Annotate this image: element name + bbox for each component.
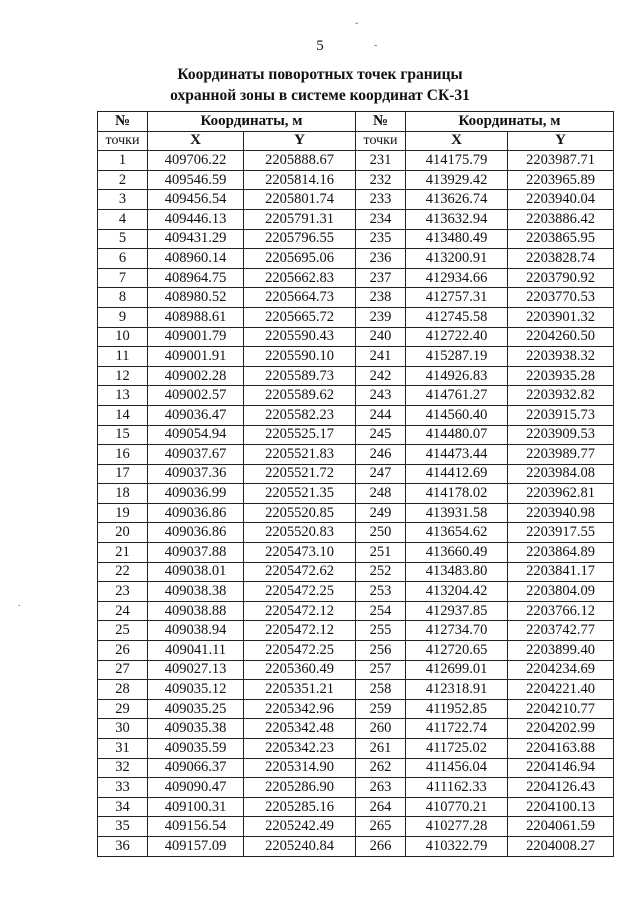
y-coordinate-cell: 2205285.16 xyxy=(244,797,356,817)
point-number-cell: 240 xyxy=(356,327,406,347)
x-coordinate-cell: 409038.94 xyxy=(148,621,244,641)
x-coordinate-cell: 413632.94 xyxy=(406,209,508,229)
point-number-cell: 6 xyxy=(98,249,148,269)
y-coordinate-cell: 2205662.83 xyxy=(244,268,356,288)
table-row xyxy=(98,307,614,327)
y-coordinate-cell: 2205791.31 xyxy=(244,209,356,229)
y-coordinate-cell: 2205664.73 xyxy=(244,288,356,308)
y-coordinate-cell: 2203742.77 xyxy=(508,621,614,641)
scan-speck: . xyxy=(18,598,21,609)
y-coordinate-cell: 2205582.23 xyxy=(244,405,356,425)
y-coordinate-cell: 2205472.12 xyxy=(244,601,356,621)
header-no-left: № xyxy=(98,112,148,132)
y-coordinate-cell: 2203804.09 xyxy=(508,582,614,602)
point-number-cell: 26 xyxy=(98,641,148,661)
title-line-1: Координаты поворотных точек границы xyxy=(177,66,463,83)
y-coordinate-cell: 2205521.72 xyxy=(244,464,356,484)
y-coordinate-cell: 2203790.92 xyxy=(508,268,614,288)
table-row xyxy=(98,778,614,798)
x-coordinate-cell: 413204.42 xyxy=(406,582,508,602)
x-coordinate-cell: 414473.44 xyxy=(406,445,508,465)
x-coordinate-cell: 410770.21 xyxy=(406,797,508,817)
x-coordinate-cell: 414178.02 xyxy=(406,484,508,504)
x-coordinate-cell: 409546.59 xyxy=(148,170,244,190)
point-number-cell: 16 xyxy=(98,445,148,465)
y-coordinate-cell: 2205521.35 xyxy=(244,484,356,504)
x-coordinate-cell: 409002.57 xyxy=(148,386,244,406)
x-coordinate-cell: 414412.69 xyxy=(406,464,508,484)
x-coordinate-cell: 409036.47 xyxy=(148,405,244,425)
y-coordinate-cell: 2205314.90 xyxy=(244,758,356,778)
y-coordinate-cell: 2205342.48 xyxy=(244,719,356,739)
point-number-cell: 244 xyxy=(356,405,406,425)
point-number-cell: 10 xyxy=(98,327,148,347)
y-coordinate-cell: 2205342.23 xyxy=(244,739,356,759)
y-coordinate-cell: 2203984.08 xyxy=(508,464,614,484)
header-x-right: X xyxy=(406,131,508,151)
x-coordinate-cell: 411722.74 xyxy=(406,719,508,739)
point-number-cell: 34 xyxy=(98,797,148,817)
y-coordinate-cell: 2205520.85 xyxy=(244,503,356,523)
point-number-cell: 262 xyxy=(356,758,406,778)
y-coordinate-cell: 2203938.32 xyxy=(508,347,614,367)
y-coordinate-cell: 2203962.81 xyxy=(508,484,614,504)
x-coordinate-cell: 413200.91 xyxy=(406,249,508,269)
table-row xyxy=(98,190,614,210)
x-coordinate-cell: 411456.04 xyxy=(406,758,508,778)
y-coordinate-cell: 2204210.77 xyxy=(508,699,614,719)
x-coordinate-cell: 409446.13 xyxy=(148,209,244,229)
title-line-2: охранной зоны в системе координат СК-31 xyxy=(170,87,470,104)
point-number-cell: 32 xyxy=(98,758,148,778)
y-coordinate-cell: 2203770.53 xyxy=(508,288,614,308)
point-number-cell: 266 xyxy=(356,836,406,856)
x-coordinate-cell: 409066.37 xyxy=(148,758,244,778)
x-coordinate-cell: 413483.80 xyxy=(406,562,508,582)
table-row xyxy=(98,660,614,680)
y-coordinate-cell: 2205888.67 xyxy=(244,151,356,171)
point-number-cell: 7 xyxy=(98,268,148,288)
point-number-cell: 264 xyxy=(356,797,406,817)
table-row xyxy=(98,719,614,739)
point-number-cell: 17 xyxy=(98,464,148,484)
point-number-cell: 232 xyxy=(356,170,406,190)
y-coordinate-cell: 2205521.83 xyxy=(244,445,356,465)
y-coordinate-cell: 2204260.50 xyxy=(508,327,614,347)
x-coordinate-cell: 409037.36 xyxy=(148,464,244,484)
x-coordinate-cell: 409038.38 xyxy=(148,582,244,602)
y-coordinate-cell: 2205796.55 xyxy=(244,229,356,249)
point-number-cell: 28 xyxy=(98,680,148,700)
y-coordinate-cell: 2205240.84 xyxy=(244,836,356,856)
point-number-cell: 241 xyxy=(356,347,406,367)
point-number-cell: 237 xyxy=(356,268,406,288)
table-row xyxy=(98,601,614,621)
header-row-1 xyxy=(98,112,614,132)
y-coordinate-cell: 2203901.32 xyxy=(508,307,614,327)
x-coordinate-cell: 412734.70 xyxy=(406,621,508,641)
y-coordinate-cell: 2203909.53 xyxy=(508,425,614,445)
x-coordinate-cell: 408980.52 xyxy=(148,288,244,308)
y-coordinate-cell: 2203865.95 xyxy=(508,229,614,249)
table-row xyxy=(98,327,614,347)
y-coordinate-cell: 2203932.82 xyxy=(508,386,614,406)
point-number-cell: 260 xyxy=(356,719,406,739)
point-number-cell: 245 xyxy=(356,425,406,445)
point-number-cell: 8 xyxy=(98,288,148,308)
point-number-cell: 11 xyxy=(98,347,148,367)
x-coordinate-cell: 412699.01 xyxy=(406,660,508,680)
x-coordinate-cell: 409156.54 xyxy=(148,817,244,837)
point-number-cell: 242 xyxy=(356,366,406,386)
x-coordinate-cell: 414560.40 xyxy=(406,405,508,425)
header-y-right: Y xyxy=(508,131,614,151)
y-coordinate-cell: 2204221.40 xyxy=(508,680,614,700)
x-coordinate-cell: 409037.88 xyxy=(148,543,244,563)
y-coordinate-cell: 2204146.94 xyxy=(508,758,614,778)
y-coordinate-cell: 2205589.62 xyxy=(244,386,356,406)
y-coordinate-cell: 2205525.17 xyxy=(244,425,356,445)
table-row xyxy=(98,209,614,229)
scan-speck: ˇ xyxy=(355,22,359,33)
x-coordinate-cell: 411162.33 xyxy=(406,778,508,798)
x-coordinate-cell: 409036.86 xyxy=(148,503,244,523)
x-coordinate-cell: 409035.59 xyxy=(148,739,244,759)
point-number-cell: 258 xyxy=(356,680,406,700)
table-row xyxy=(98,797,614,817)
point-number-cell: 14 xyxy=(98,405,148,425)
y-coordinate-cell: 2204234.69 xyxy=(508,660,614,680)
y-coordinate-cell: 2203935.28 xyxy=(508,366,614,386)
y-coordinate-cell: 2203766.12 xyxy=(508,601,614,621)
y-coordinate-cell: 2205472.25 xyxy=(244,582,356,602)
x-coordinate-cell: 412937.85 xyxy=(406,601,508,621)
table-row xyxy=(98,366,614,386)
table-row xyxy=(98,543,614,563)
x-coordinate-cell: 408988.61 xyxy=(148,307,244,327)
table-row xyxy=(98,249,614,269)
table-row xyxy=(98,347,614,367)
x-coordinate-cell: 409456.54 xyxy=(148,190,244,210)
x-coordinate-cell: 411725.02 xyxy=(406,739,508,759)
point-number-cell: 231 xyxy=(356,151,406,171)
y-coordinate-cell: 2205590.43 xyxy=(244,327,356,347)
y-coordinate-cell: 2205342.96 xyxy=(244,699,356,719)
x-coordinate-cell: 409036.99 xyxy=(148,484,244,504)
table-row xyxy=(98,758,614,778)
y-coordinate-cell: 2204202.99 xyxy=(508,719,614,739)
point-number-cell: 27 xyxy=(98,660,148,680)
point-number-cell: 36 xyxy=(98,836,148,856)
x-coordinate-cell: 409001.79 xyxy=(148,327,244,347)
y-coordinate-cell: 2204163.88 xyxy=(508,739,614,759)
point-number-cell: 263 xyxy=(356,778,406,798)
point-number-cell: 251 xyxy=(356,543,406,563)
x-coordinate-cell: 409035.38 xyxy=(148,719,244,739)
y-coordinate-cell: 2203940.98 xyxy=(508,503,614,523)
x-coordinate-cell: 415287.19 xyxy=(406,347,508,367)
header-coords-left: Координаты, м xyxy=(148,112,356,132)
y-coordinate-cell: 2203915.73 xyxy=(508,405,614,425)
point-number-cell: 19 xyxy=(98,503,148,523)
point-number-cell: 12 xyxy=(98,366,148,386)
document-title xyxy=(0,64,640,106)
point-number-cell: 235 xyxy=(356,229,406,249)
x-coordinate-cell: 409037.67 xyxy=(148,445,244,465)
y-coordinate-cell: 2205360.49 xyxy=(244,660,356,680)
point-number-cell: 9 xyxy=(98,307,148,327)
table-row xyxy=(98,405,614,425)
y-coordinate-cell: 2203864.89 xyxy=(508,543,614,563)
x-coordinate-cell: 413480.49 xyxy=(406,229,508,249)
point-number-cell: 236 xyxy=(356,249,406,269)
point-number-cell: 254 xyxy=(356,601,406,621)
y-coordinate-cell: 2204100.13 xyxy=(508,797,614,817)
y-coordinate-cell: 2205695.06 xyxy=(244,249,356,269)
coordinates-table xyxy=(97,111,614,857)
point-number-cell: 5 xyxy=(98,229,148,249)
point-number-cell: 238 xyxy=(356,288,406,308)
header-x-left: X xyxy=(148,131,244,151)
x-coordinate-cell: 412745.58 xyxy=(406,307,508,327)
scan-speck: - xyxy=(374,40,378,51)
x-coordinate-cell: 409002.28 xyxy=(148,366,244,386)
table-row xyxy=(98,386,614,406)
y-coordinate-cell: 2204061.59 xyxy=(508,817,614,837)
table-row xyxy=(98,464,614,484)
x-coordinate-cell: 413931.58 xyxy=(406,503,508,523)
point-number-cell: 30 xyxy=(98,719,148,739)
x-coordinate-cell: 409027.13 xyxy=(148,660,244,680)
x-coordinate-cell: 414175.79 xyxy=(406,151,508,171)
header-no-right: № xyxy=(356,112,406,132)
x-coordinate-cell: 414926.83 xyxy=(406,366,508,386)
table-row xyxy=(98,484,614,504)
table-row xyxy=(98,288,614,308)
point-number-cell: 234 xyxy=(356,209,406,229)
point-number-cell: 246 xyxy=(356,445,406,465)
x-coordinate-cell: 409090.47 xyxy=(148,778,244,798)
y-coordinate-cell: 2203841.17 xyxy=(508,562,614,582)
table-row xyxy=(98,425,614,445)
y-coordinate-cell: 2205351.21 xyxy=(244,680,356,700)
table-row xyxy=(98,268,614,288)
x-coordinate-cell: 413626.74 xyxy=(406,190,508,210)
table-row xyxy=(98,151,614,171)
point-number-cell: 3 xyxy=(98,190,148,210)
x-coordinate-cell: 409035.12 xyxy=(148,680,244,700)
y-coordinate-cell: 2205665.72 xyxy=(244,307,356,327)
header-coords-right: Координаты, м xyxy=(406,112,614,132)
y-coordinate-cell: 2203917.55 xyxy=(508,523,614,543)
y-coordinate-cell: 2203987.71 xyxy=(508,151,614,171)
y-coordinate-cell: 2205242.49 xyxy=(244,817,356,837)
x-coordinate-cell: 412722.40 xyxy=(406,327,508,347)
header-row-2 xyxy=(98,131,614,151)
point-number-cell: 252 xyxy=(356,562,406,582)
table-row xyxy=(98,170,614,190)
point-number-cell: 33 xyxy=(98,778,148,798)
table-row xyxy=(98,836,614,856)
y-coordinate-cell: 2205590.10 xyxy=(244,347,356,367)
x-coordinate-cell: 408964.75 xyxy=(148,268,244,288)
x-coordinate-cell: 413654.62 xyxy=(406,523,508,543)
point-number-cell: 249 xyxy=(356,503,406,523)
y-coordinate-cell: 2204126.43 xyxy=(508,778,614,798)
point-number-cell: 257 xyxy=(356,660,406,680)
point-number-cell: 4 xyxy=(98,209,148,229)
table-row xyxy=(98,582,614,602)
table-row xyxy=(98,680,614,700)
point-number-cell: 248 xyxy=(356,484,406,504)
x-coordinate-cell: 409036.86 xyxy=(148,523,244,543)
x-coordinate-cell: 409100.31 xyxy=(148,797,244,817)
point-number-cell: 13 xyxy=(98,386,148,406)
point-number-cell: 1 xyxy=(98,151,148,171)
x-coordinate-cell: 412720.65 xyxy=(406,641,508,661)
point-number-cell: 253 xyxy=(356,582,406,602)
y-coordinate-cell: 2205814.16 xyxy=(244,170,356,190)
y-coordinate-cell: 2205472.62 xyxy=(244,562,356,582)
table-row xyxy=(98,229,614,249)
x-coordinate-cell: 409431.29 xyxy=(148,229,244,249)
header-point-left: точки xyxy=(98,131,148,151)
table-row xyxy=(98,523,614,543)
x-coordinate-cell: 412318.91 xyxy=(406,680,508,700)
page-number: 5 xyxy=(316,38,324,54)
x-coordinate-cell: 409035.25 xyxy=(148,699,244,719)
point-number-cell: 243 xyxy=(356,386,406,406)
point-number-cell: 35 xyxy=(98,817,148,837)
table-row xyxy=(98,503,614,523)
point-number-cell: 29 xyxy=(98,699,148,719)
table-row xyxy=(98,445,614,465)
table-row xyxy=(98,739,614,759)
x-coordinate-cell: 411952.85 xyxy=(406,699,508,719)
y-coordinate-cell: 2203899.40 xyxy=(508,641,614,661)
point-number-cell: 15 xyxy=(98,425,148,445)
y-coordinate-cell: 2205589.73 xyxy=(244,366,356,386)
x-coordinate-cell: 414761.27 xyxy=(406,386,508,406)
table-row xyxy=(98,699,614,719)
y-coordinate-cell: 2205520.83 xyxy=(244,523,356,543)
x-coordinate-cell: 409706.22 xyxy=(148,151,244,171)
table-row xyxy=(98,562,614,582)
y-coordinate-cell: 2203940.04 xyxy=(508,190,614,210)
x-coordinate-cell: 413929.42 xyxy=(406,170,508,190)
y-coordinate-cell: 2205472.25 xyxy=(244,641,356,661)
x-coordinate-cell: 409038.88 xyxy=(148,601,244,621)
point-number-cell: 259 xyxy=(356,699,406,719)
point-number-cell: 239 xyxy=(356,307,406,327)
y-coordinate-cell: 2205473.10 xyxy=(244,543,356,563)
x-coordinate-cell: 409041.11 xyxy=(148,641,244,661)
point-number-cell: 24 xyxy=(98,601,148,621)
table-row xyxy=(98,641,614,661)
point-number-cell: 247 xyxy=(356,464,406,484)
point-number-cell: 255 xyxy=(356,621,406,641)
point-number-cell: 250 xyxy=(356,523,406,543)
point-number-cell: 261 xyxy=(356,739,406,759)
y-coordinate-cell: 2204008.27 xyxy=(508,836,614,856)
point-number-cell: 20 xyxy=(98,523,148,543)
x-coordinate-cell: 409038.01 xyxy=(148,562,244,582)
point-number-cell: 22 xyxy=(98,562,148,582)
x-coordinate-cell: 408960.14 xyxy=(148,249,244,269)
x-coordinate-cell: 410322.79 xyxy=(406,836,508,856)
x-coordinate-cell: 409157.09 xyxy=(148,836,244,856)
point-number-cell: 2 xyxy=(98,170,148,190)
table-row xyxy=(98,621,614,641)
x-coordinate-cell: 410277.28 xyxy=(406,817,508,837)
table-row xyxy=(98,817,614,837)
point-number-cell: 18 xyxy=(98,484,148,504)
y-coordinate-cell: 2205286.90 xyxy=(244,778,356,798)
header-point-right: точки xyxy=(356,131,406,151)
point-number-cell: 25 xyxy=(98,621,148,641)
y-coordinate-cell: 2203965.89 xyxy=(508,170,614,190)
point-number-cell: 265 xyxy=(356,817,406,837)
y-coordinate-cell: 2205472.12 xyxy=(244,621,356,641)
x-coordinate-cell: 412934.66 xyxy=(406,268,508,288)
point-number-cell: 233 xyxy=(356,190,406,210)
y-coordinate-cell: 2203886.42 xyxy=(508,209,614,229)
x-coordinate-cell: 413660.49 xyxy=(406,543,508,563)
y-coordinate-cell: 2203828.74 xyxy=(508,249,614,269)
point-number-cell: 23 xyxy=(98,582,148,602)
header-y-left: Y xyxy=(244,131,356,151)
x-coordinate-cell: 414480.07 xyxy=(406,425,508,445)
point-number-cell: 21 xyxy=(98,543,148,563)
point-number-cell: 31 xyxy=(98,739,148,759)
x-coordinate-cell: 409001.91 xyxy=(148,347,244,367)
y-coordinate-cell: 2203989.77 xyxy=(508,445,614,465)
x-coordinate-cell: 409054.94 xyxy=(148,425,244,445)
y-coordinate-cell: 2205801.74 xyxy=(244,190,356,210)
point-number-cell: 256 xyxy=(356,641,406,661)
x-coordinate-cell: 412757.31 xyxy=(406,288,508,308)
